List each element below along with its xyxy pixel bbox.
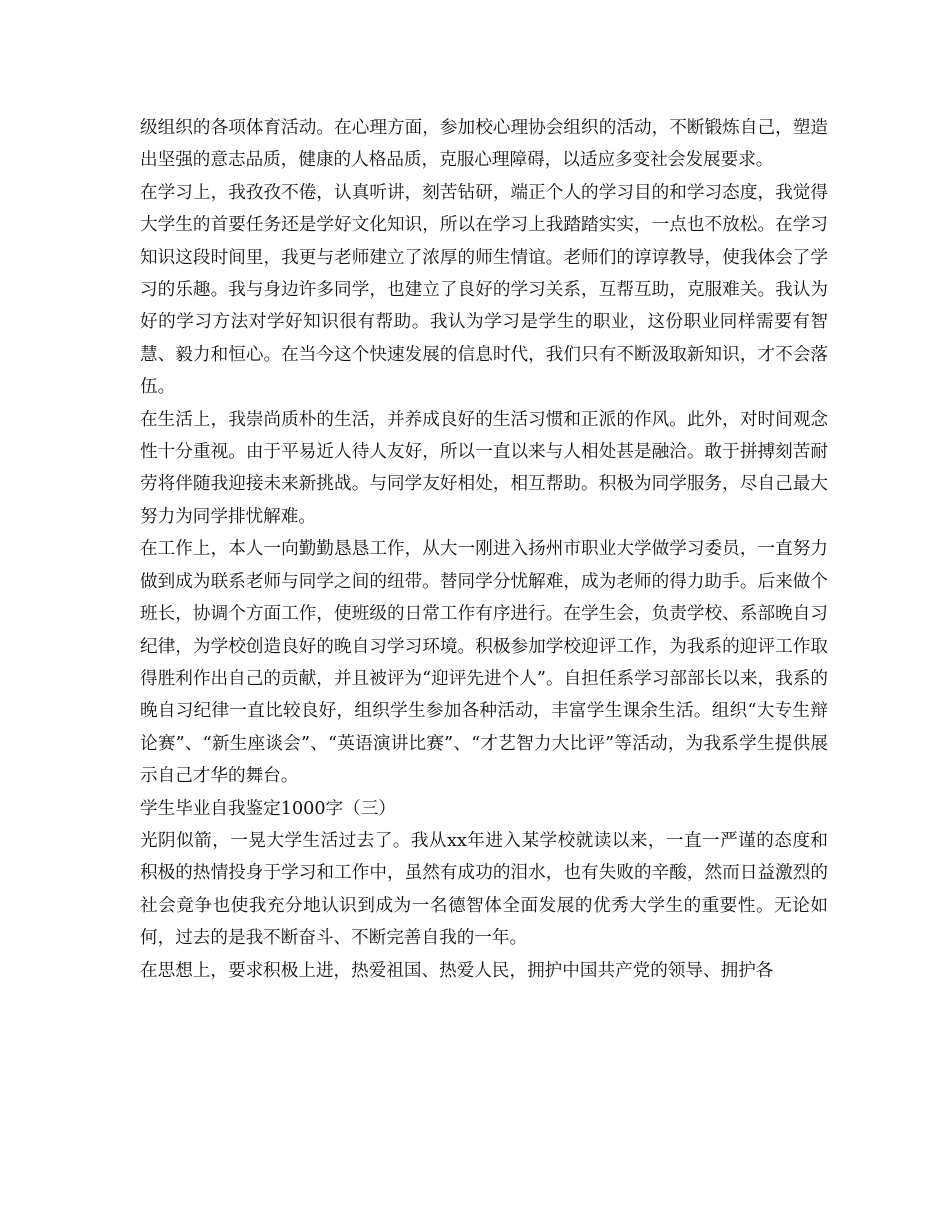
paragraph-sports-psychology: 级组织的各项体育活动。在心理方面，参加校心理协会组织的活动，不断锻炼自己，塑造出坚强的意志品质，健康的人格品质，克服心理障碍，以适应多变社会发展要求。 — [140, 118, 828, 171]
paragraph-intro: 光阴似箭，一晃大学生活过去了。我从xx年进入某学校就读以来，一直一严谨的态度和积极的热情投身于学习和工作中，虽然有成功的泪水，也有失败的辛酸，然而日益激烈的社会竟争也使我充分地认识到成为一名德智体全面发展的优秀大学生的重要性。无论如何，过去的是我不断奋斗、不断完善自我的一年。 — [140, 830, 828, 949]
paragraph-work: 在工作上，本人一向勤勤恳恳工作，从大一刚进入扬州市职业大学做学习委员，一直努力做到成为联系老师与同学之间的纽带。替同学分忧解难，成为老师的得力助手。后来做个班长，协调个方面工作，使班级的日常工作有序进行。在学生会，负责学校、系部晚自习纪律，为学校创造良好的晚自习学习环境。积极参加学校迎评工作，为我系的迎评工作取得胜利作出自己的贡献，并且被评为“迎评先进个人”。自担任系学习部部长以来，我系的晚自习纪律一直比较良好，组织学生参加各种活动，丰富学生课余生活。组织“大专生辩论赛”、“新生座谈会”、“英语演讲比赛”、“才艺智力大比评”等活动，为我系学生提供展示自己才华的舞台。 — [140, 539, 828, 787]
paragraph-life: 在生活上，我崇尚质朴的生活，并养成良好的生活习惯和正派的作风。此外，对时间观念性十分重视。由于平易近人待人友好，所以一直以来与人相处甚是融洽。敢于拼搏刻苦耐劳将伴随我迎接未来新挑战。与同学友好相处，相互帮助。积极为同学服务，尽自己最大努力为同学排忧解难。 — [140, 409, 828, 527]
paragraph-ideology: 在思想上，要求积极上进，热爱祖国、热爱人民，拥护中国共产党的领导、拥护各 — [140, 960, 774, 981]
paragraph-study: 在学习上，我孜孜不倦，认真听讲，刻苦钻研，端正个人的学习目的和学习态度，我觉得大学生的首要任务还是学好文化知识，所以在学习上我踏踏实实，一点也不放松。在学习知识这段时间里，我更与老师建立了浓厚的师生情谊。老师们的谆谆教导，使我体会了学习的乐趣。我与身边许多同学，也建立了良好的学习关系，互帮互助，克服难关。我认为好的学习方法对学好知识很有帮助。我认为学习是学生的职业，这份职业同样需要有智慧、毅力和恒心。在当今这个快速发展的信息时代，我们只有不断汲取新知识，才不会落伍。 — [140, 182, 828, 398]
section-heading: 学生毕业自我鉴定1000字（三） — [140, 798, 396, 819]
